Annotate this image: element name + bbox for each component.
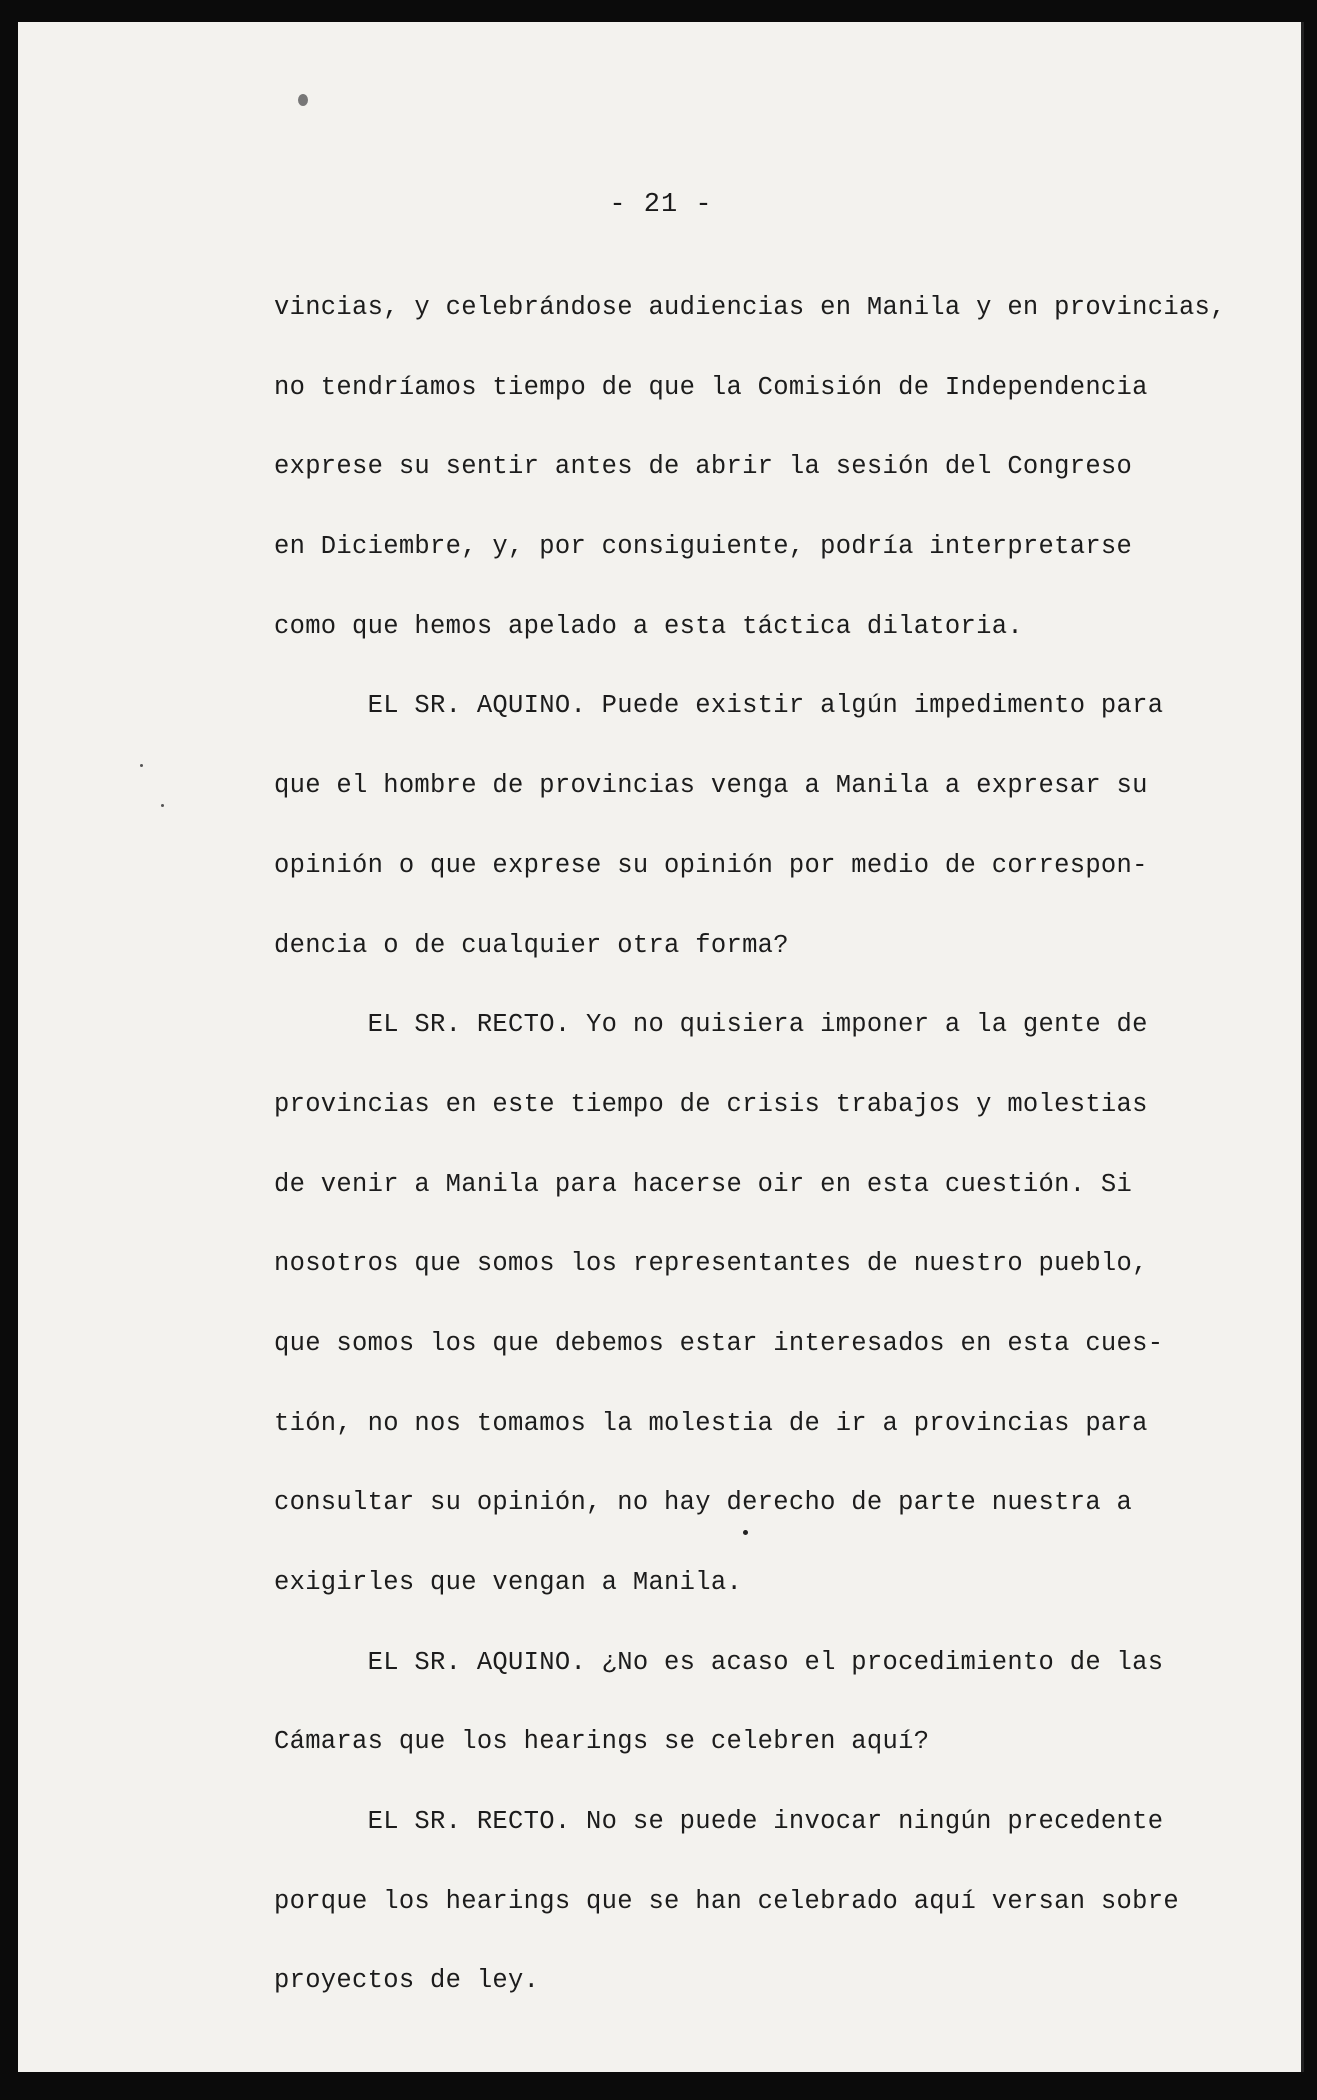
text-line: como que hemos apelado a esta táctica dilatoria.: [274, 611, 1023, 641]
text-line: no tendríamos tiempo de que la Comisión de Independencia: [274, 372, 1148, 402]
page-number: - 21 -: [609, 190, 713, 220]
text-line: EL SR. RECTO. No se puede invocar ningún precedente: [274, 1807, 1164, 1837]
text-line: dencia o de cualquier otra forma?: [274, 930, 789, 960]
text-line: vincias, y celebrándose audiencias en Manila y en provincias,: [274, 293, 1226, 322]
document-page: [18, 22, 1304, 2072]
text-line: exprese su sentir antes de abrir la sesión del Congreso: [274, 452, 1133, 482]
text-line: EL SR. RECTO. Yo no quisiera imponer a la gente de: [274, 1010, 1148, 1040]
text-line: en Diciembre, y, por consiguiente, podría interpretarse: [274, 532, 1133, 562]
text-line: tión, no nos tomamos la molestia de ir a provincias para: [274, 1408, 1148, 1438]
text-line: nosotros que somos los representantes de nuestro pueblo,: [274, 1249, 1148, 1279]
text-line: Cámaras que los hearings se celebren aquí?: [274, 1727, 930, 1757]
text-line: exigirles que vengan a Manila.: [274, 1568, 743, 1597]
text-line: de venir a Manila para hacerse oir en esta cuestión. Si: [274, 1169, 1133, 1199]
ink-speck: [140, 764, 143, 767]
ink-speck: [298, 94, 308, 106]
text-line: proyectos de ley.: [274, 1966, 540, 1996]
body-text: [274, 290, 1284, 2043]
text-line: consultar su opinión, no hay derecho de parte nuestra a: [274, 1488, 1133, 1518]
scan-edge: [1301, 22, 1304, 2072]
text-line: porque los hearings que se han celebrado aquí versan sobre: [274, 1886, 1179, 1916]
text-line: EL SR. AQUINO. Puede existir algún impedimento para: [274, 691, 1164, 721]
text-line: EL SR. AQUINO. ¿No es acaso el procedimiento de las: [274, 1647, 1164, 1677]
text-line: que el hombre de provincias venga a Manila a expresar su: [274, 771, 1148, 801]
ink-speck: [161, 804, 164, 807]
text-line: opinión o que exprese su opinión por medio de correspon-: [274, 850, 1148, 880]
text-line: provincias en este tiempo de crisis trabajos y molestias: [274, 1089, 1148, 1119]
text-line: que somos los que debemos estar interesados en esta cues-: [274, 1328, 1164, 1358]
